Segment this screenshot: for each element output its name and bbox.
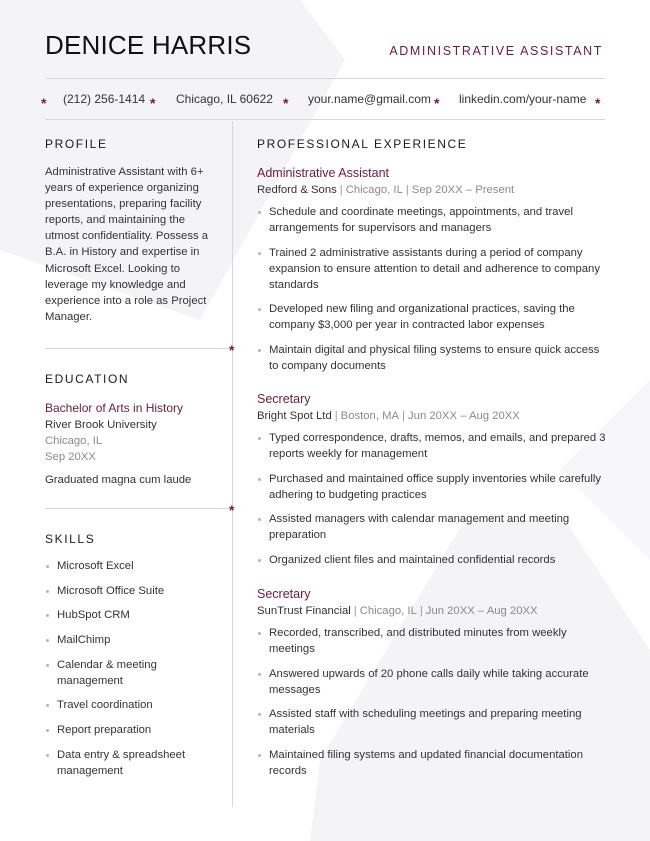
job-bullets	[257, 430, 607, 568]
job-company: SunTrust Financial	[257, 605, 351, 617]
job-bullet: Recorded, transcribed, and distributed minutes from weekly meetings	[257, 625, 607, 657]
job-location: Chicago, IL	[345, 184, 403, 196]
asterisk-icon: *	[434, 95, 440, 111]
profile-heading: PROFILE	[45, 137, 108, 151]
job-entry	[257, 391, 607, 576]
skills-heading: SKILLS	[45, 532, 96, 546]
job-role: Secretary	[257, 392, 311, 406]
section-divider	[45, 508, 232, 509]
contact-email: your.name@gmail.com	[308, 92, 431, 106]
job-bullet: Developed new filing and organizational practices, saving the company $3,000 per year in contracted labor expenses	[257, 301, 607, 333]
asterisk-icon: *	[150, 95, 156, 111]
asterisk-icon: *	[595, 95, 601, 111]
job-bullet: Typed correspondence, drafts, memos, and emails, and prepared 3 reports weekly for management	[257, 430, 607, 462]
asterisk-icon: *	[229, 342, 235, 358]
contact-phone: (212) 256-1414	[63, 92, 146, 106]
skill-item: Microsoft Excel	[45, 558, 225, 574]
job-meta: Bright Spot Ltd | Boston, MA | Jun 20XX – Aug 20XX	[257, 410, 520, 422]
education-heading: EDUCATION	[45, 372, 130, 386]
job-bullet: Maintain digital and physical filing systems to ensure quick access to company documents	[257, 342, 607, 374]
job-dates: Jun 20XX – Aug 20XX	[425, 605, 538, 617]
job-bullet: Organized client files and maintained confidential records	[257, 552, 607, 568]
skill-item: Calendar & meeting management	[45, 657, 225, 689]
job-bullet: Trained 2 administrative assistants during a period of company expansion to ensure attention to detail and adherence to company standards	[257, 245, 607, 293]
job-meta: Redford & Sons | Chicago, IL | Sep 20XX – Present	[257, 184, 515, 196]
candidate-name: DENICE HARRIS	[45, 30, 252, 60]
asterisk-icon: *	[229, 502, 235, 518]
job-location: Boston, MA	[340, 410, 400, 422]
skills-list	[45, 558, 225, 788]
contact-linkedin: linkedin.com/your-name	[459, 92, 587, 106]
job-role: Administrative Assistant	[257, 166, 389, 180]
job-bullet: Maintained filing systems and updated financial documentation records	[257, 747, 607, 779]
job-role: Secretary	[257, 587, 311, 601]
job-company: Bright Spot Ltd	[257, 410, 332, 422]
profile-summary: Administrative Assistant with 6+ years of experience organizing presentations, preparing facility reports, and maintaining the utmost confidentiality. Possess a B.A. in History and expertise in Microsoft Excel. Looking to leverage my knowledge and experience into a role as Project Manager.	[45, 166, 209, 323]
job-bullet: Assisted staff with scheduling meetings and preparing meeting materials	[257, 706, 607, 738]
skill-item: Data entry & spreadsheet management	[45, 747, 225, 779]
job-bullets	[257, 204, 607, 374]
contact-location: Chicago, IL 60622	[176, 92, 273, 106]
job-dates: Sep 20XX – Present	[411, 184, 515, 196]
job-meta: SunTrust Financial | Chicago, IL | Jun 20XX – Aug 20XX	[257, 605, 538, 617]
job-dates: Jun 20XX – Aug 20XX	[408, 410, 520, 422]
job-bullet: Assisted managers with calendar management and meeting preparation	[257, 511, 607, 543]
education-school: River Brook University	[45, 419, 157, 431]
experience-heading: PROFESSIONAL EXPERIENCE	[257, 137, 468, 151]
education-date: Sep 20XX	[45, 451, 96, 463]
job-company: Redford & Sons	[257, 184, 337, 196]
education-degree: Bachelor of Arts in History	[45, 401, 184, 415]
job-location: Chicago, IL	[359, 605, 417, 617]
education-location: Chicago, IL	[45, 435, 103, 447]
job-entry	[257, 586, 607, 787]
section-divider	[45, 348, 232, 349]
contact-divider	[45, 119, 605, 120]
job-entry	[257, 165, 607, 382]
column-divider	[232, 121, 233, 807]
skill-item: Report preparation	[45, 722, 225, 738]
asterisk-icon: *	[283, 95, 289, 111]
job-bullets	[257, 625, 607, 779]
skill-item: Travel coordination	[45, 697, 225, 713]
skill-item: HubSpot CRM	[45, 607, 225, 623]
education-honors: Graduated magna cum laude	[45, 474, 192, 486]
candidate-title: ADMINISTRATIVE ASSISTANT	[389, 44, 603, 58]
job-bullet: Schedule and coordinate meetings, appointments, and travel arrangements for supervisors and managers	[257, 204, 607, 236]
skill-item: MailChimp	[45, 632, 225, 648]
job-bullet: Answered upwards of 20 phone calls daily while taking accurate messages	[257, 666, 607, 698]
asterisk-icon: *	[41, 95, 47, 111]
job-bullet: Purchased and maintained office supply inventories while carefully adhering to budgeting practices	[257, 471, 607, 503]
header-divider	[45, 78, 605, 79]
skill-item: Microsoft Office Suite	[45, 583, 225, 599]
